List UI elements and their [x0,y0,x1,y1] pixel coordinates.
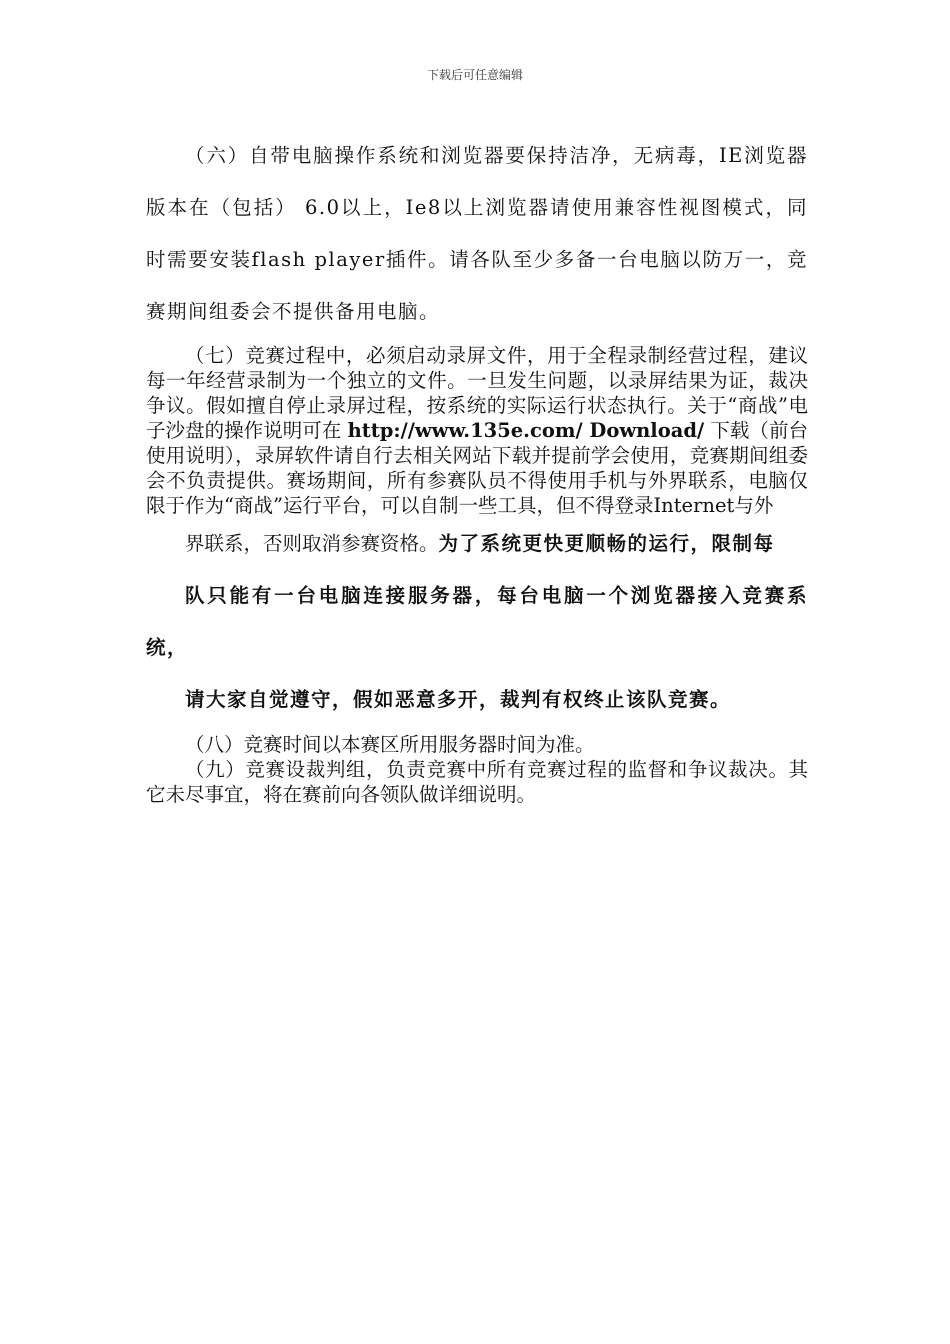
paragraph-seven-text-1: （七）竞赛过程中，必须启动录屏文件，用于全程录制经营过程，建议每一年经营录制为一个独立的文件。一旦发生问题，以录屏结果为证，裁决争议。假如擅自停止录屏过程，按系统的实际运行状态执行。关于“商战”电子沙盘的操作说明可在 [146,344,808,442]
paragraph-six: （六）自带电脑操作系统和浏览器要保持洁净，无病毒，IE浏览器版本在（包括） 6.0以上，Ie8以上浏览器请使用兼容性视图模式，同时需要安装flash player插件。请各队至少多备一台电脑以防万一，竞赛期间组委会不提供备用电脑。 [146,144,808,323]
document-body [146,130,808,807]
paragraph-eight: （八）竞赛时间以本赛区所用服务器时间为准。 [185,733,595,756]
bold-notice-2: 队只能有一台电脑连接服务器，每台电脑一个浏览器接入竞赛系统， [146,584,808,659]
bold-notice-3: 请大家自觉遵守，假如恶意多开，裁判有权终止该队竞赛。 [185,688,732,711]
paragraph-seven [146,343,808,726]
download-url: http://www.135e.com/ Download/ [347,419,705,442]
paragraph-seven-text-2: 下载（前台使用说明），录屏软件请自行去相关网站下载并提前学会使用，竞赛期间组委会不负责提供。赛场期间，所有参赛队员不得使用手机与外界联系，电脑仅限于作为“商战”运行平台，可以自制一些工具，但不得登录Internet与外 [146,419,809,517]
paragraph-nine: （九）竞赛设裁判组，负责竞赛中所有竞赛过程的监督和争议裁决。其它未尽事宜，将在赛前向各领队做详细说明。 [146,758,808,806]
page-header: 下载后可任意编辑 [426,68,523,82]
bold-notice-1: 为了系统更快更顺畅的运行，限制每 [438,532,775,555]
paragraph-seven-tail-line [146,518,808,570]
paragraph-seven-text-3: 界联系，否则取消参赛资格。 [185,532,439,555]
